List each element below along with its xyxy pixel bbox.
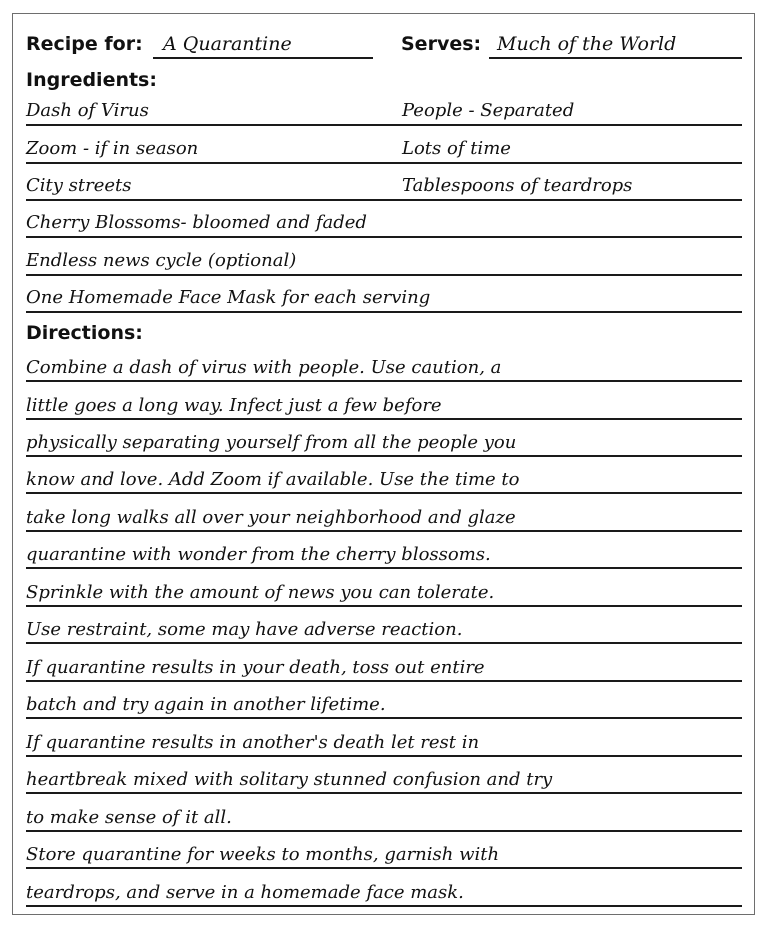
direction-rule (26, 455, 742, 457)
ingredient-left: Zoom - if in season (26, 138, 199, 159)
ingredient-rule (26, 311, 742, 313)
direction-rule (26, 905, 742, 907)
direction-rule (26, 492, 742, 494)
direction-rule (26, 680, 742, 682)
direction-rule (26, 530, 742, 532)
ingredient-left: Endless news cycle (optional) (26, 250, 297, 271)
ingredient-left: Cherry Blossoms- bloomed and faded (26, 212, 367, 233)
direction-line: heartbreak mixed with solitary stunned confusion and try (26, 769, 553, 790)
direction-line: Sprinkle with the amount of news you can tolerate. (26, 582, 495, 603)
direction-line: physically separating yourself from all the people you (26, 432, 517, 453)
direction-rule (26, 717, 742, 719)
recipe-card (12, 13, 755, 915)
ingredient-rule (26, 162, 742, 164)
direction-rule (26, 867, 742, 869)
direction-line: teardrops, and serve in a homemade face mask. (26, 882, 464, 903)
direction-rule (26, 755, 742, 757)
serves-value: Much of the World (497, 33, 677, 55)
serves-rule (489, 57, 742, 59)
direction-line: little goes a long way. Infect just a few before (26, 395, 442, 416)
ingredient-right: Lots of time (402, 138, 511, 159)
direction-line: Store quarantine for weeks to months, garnish with (26, 844, 500, 865)
direction-line: take long walks all over your neighborhood and glaze (26, 507, 516, 528)
recipe-for-label: Recipe for: (26, 33, 143, 55)
direction-rule (26, 642, 742, 644)
direction-line: quarantine with wonder from the cherry blossoms. (26, 544, 491, 565)
serves-label: Serves: (401, 33, 482, 55)
ingredient-left: Dash of Virus (26, 100, 149, 121)
direction-rule (26, 567, 742, 569)
ingredient-left: City streets (26, 175, 132, 196)
ingredient-left: One Homemade Face Mask for each serving (26, 287, 431, 308)
ingredient-rule (26, 124, 742, 126)
direction-rule (26, 830, 742, 832)
recipe-title: A Quarantine (163, 33, 292, 55)
direction-line: know and love. Add Zoom if available. Use the time to (26, 469, 520, 490)
direction-rule (26, 792, 742, 794)
direction-line: batch and try again in another lifetime. (26, 694, 386, 715)
directions-heading: Directions: (26, 322, 143, 344)
ingredient-rule (26, 236, 742, 238)
direction-rule (26, 605, 742, 607)
direction-line: If quarantine results in another's death let rest in (26, 732, 480, 753)
ingredient-right: People - Separated (402, 100, 575, 121)
ingredients-heading: Ingredients: (26, 69, 157, 91)
direction-line: to make sense of it all. (26, 807, 232, 828)
direction-rule (26, 418, 742, 420)
direction-line: Use restraint, some may have adverse reaction. (26, 619, 463, 640)
direction-rule (26, 380, 742, 382)
ingredient-rule (26, 199, 742, 201)
direction-line: Combine a dash of virus with people. Use caution, a (26, 357, 502, 378)
ingredient-right: Tablespoons of teardrops (402, 175, 633, 196)
direction-line: If quarantine results in your death, toss out entire (26, 657, 485, 678)
recipe-title-rule (153, 57, 373, 59)
ingredient-rule (26, 274, 742, 276)
